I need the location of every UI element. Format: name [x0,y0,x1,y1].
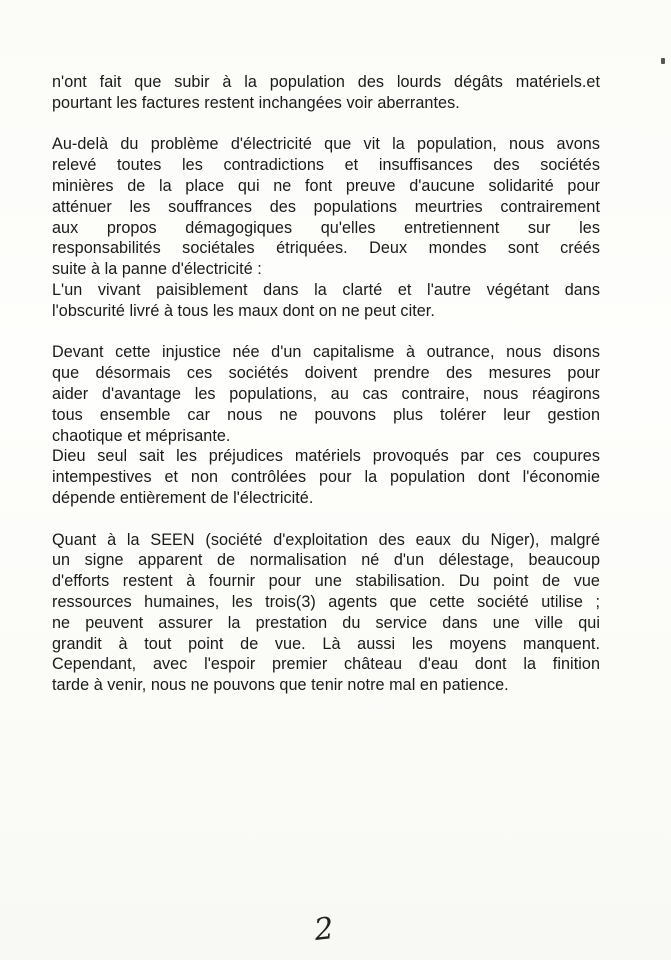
text-line: Au-delà du problème d'électricité que vit la population, nous avons [52,135,600,154]
text-line: Devant cette injustice née d'un capitalisme à outrance, nous disons [52,343,600,362]
page-number: 2 [312,911,336,948]
text-line: minières de la place qui ne font preuve d'aucune solidarité pour [52,176,600,195]
scan-speck [661,58,665,64]
text-line: intempestives et non contrôlées pour la population dont l'économie [52,468,600,487]
paragraph-1 [52,72,600,114]
text-line: d'efforts restent à fournir pour une stabilisation. Du point de vue [52,572,600,591]
text-line: aux propos démagogiques qu'elles entretiennent sur les [52,218,600,237]
text-line: tous ensemble car nous ne pouvons plus tolérer leur gestion [52,405,600,424]
text-line: atténuer les souffrances des populations meurtries contrairement [52,197,600,216]
text-line: chaotique et méprisante. [52,426,231,445]
text-line: n'ont fait que subir à la population des lourds dégâts matériels.et [52,73,600,91]
document-body [52,72,600,696]
paragraph-2 [52,134,600,321]
text-line: pourtant les factures restent inchangées voir aberrantes. [52,93,460,112]
text-line: grandit à tout point de vue. Là aussi les moyens manquent. [52,634,600,653]
text-line: un signe apparent de normalisation né d'un délestage, beaucoup [52,551,600,570]
text-line: l'obscurité livré à tous les maux dont on ne peut citer. [52,301,435,320]
text-line: responsabilités sociétales étriquées. Deux mondes sont créés [52,239,600,258]
text-line: aider d'avantage les populations, au cas contraire, nous réagirons [52,384,600,403]
text-line: L'un vivant paisiblement dans la clarté et l'autre végétant dans [52,280,600,299]
text-line: dépende entièrement de l'électricité. [52,488,314,507]
text-line: tarde à venir, nous ne pouvons que tenir notre mal en patience. [52,676,509,695]
text-line: suite à la panne d'électricité : [52,260,262,279]
text-line: ressources humaines, les trois(3) agents que cette société utilise ; [52,592,600,611]
text-line: Dieu seul sait les préjudices matériels provoqués par ces coupures [52,447,600,466]
text-line: relevé toutes les contradictions et insuffisances des sociétés [52,156,600,175]
paragraph-3 [52,342,600,508]
text-line: que désormais ces sociétés doivent prendre des mesures pour [52,364,600,383]
text-line: Cependant, avec l'espoir premier château d'eau dont la finition [52,655,600,674]
paragraph-4 [52,530,600,696]
text-line: ne peuvent assurer la prestation du service dans une ville qui [52,613,600,632]
text-line: Quant à la SEEN (société d'exploitation des eaux du Niger), malgré [52,530,600,549]
